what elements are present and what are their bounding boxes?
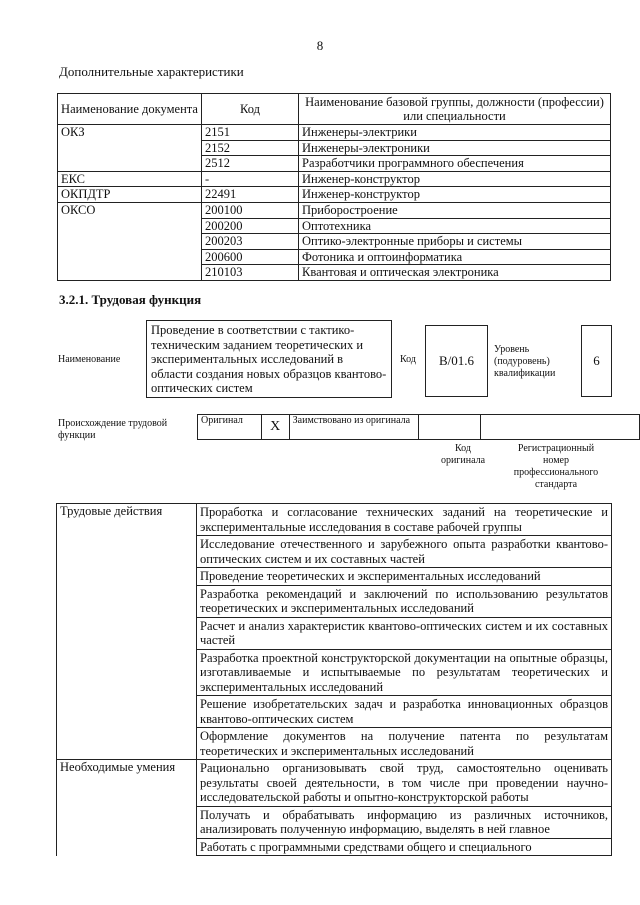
- original-mark: X: [261, 415, 289, 440]
- table-row: [57, 649, 612, 696]
- table-row: [58, 156, 611, 172]
- document-cell: [58, 249, 202, 265]
- section-title-cell: Трудовые действия: [57, 504, 197, 536]
- origin-table: [197, 414, 640, 440]
- item-cell: Проведение теоретических и экспериментальных исследований: [197, 568, 612, 586]
- reg-number-cell: [480, 415, 639, 440]
- document-cell: ОКСО: [58, 202, 202, 218]
- section-title-cell: Необходимые умения: [57, 760, 197, 807]
- name-cell: Фотоника и оптоинформатика: [299, 249, 611, 265]
- section-title-cell: [57, 568, 197, 586]
- item-cell: Разработка рекомендаций и заключений по использованию результатов теоретических и экспериментальных исследований: [197, 585, 612, 617]
- table-row: [58, 140, 611, 156]
- name-cell: Приборостроение: [299, 202, 611, 218]
- original-label: Оригинал: [198, 415, 262, 440]
- item-cell: Рационально организовывать свой труд, самостоятельно оценивать результаты своей деятельности, в том числе при проведении научно-исследовательской работы и опытно-конструкторской работы: [197, 760, 612, 807]
- table-row: [58, 187, 611, 203]
- origin-label: Происхождение трудовой функции: [58, 418, 168, 441]
- document-cell: [58, 140, 202, 156]
- extra-table-body: [58, 125, 611, 281]
- document-cell: [58, 218, 202, 234]
- code-cell: 200100: [202, 202, 299, 218]
- section-title-cell: [57, 585, 197, 617]
- table-row: [58, 234, 611, 250]
- borrowed-label: Заимствовано из оригинала: [289, 415, 418, 440]
- item-cell: Проработка и согласование технических заданий на теоретические и экспериментальные исследования в составе рабочей группы: [197, 504, 612, 536]
- labor-function-table: [56, 503, 612, 856]
- document-cell: [58, 156, 202, 172]
- name-cell: Оптико-электронные приборы и системы: [299, 234, 611, 250]
- name-cell: Разработчики программного обеспечения: [299, 156, 611, 172]
- original-code-label: Код оригинала: [440, 443, 486, 466]
- column-header: Наименование документа: [58, 94, 202, 125]
- table-row: [58, 265, 611, 281]
- code-cell: 2152: [202, 140, 299, 156]
- column-header: Наименование базовой группы, должности (профессии) или специальности: [299, 94, 611, 125]
- code-cell: 210103: [202, 265, 299, 281]
- code-cell: 200600: [202, 249, 299, 265]
- name-cell: Инженер-конструктор: [299, 171, 611, 187]
- table-row: [58, 202, 611, 218]
- table-row: [57, 806, 612, 838]
- registration-number-label: Регистрационный номер профессионального стандарта: [513, 443, 599, 490]
- code-label: Код: [400, 354, 416, 365]
- section-title-cell: [57, 728, 197, 760]
- section-title-cell: [57, 536, 197, 568]
- page-number: 8: [316, 38, 324, 53]
- table-row: [57, 838, 612, 856]
- table-row: [58, 218, 611, 234]
- item-cell: Разработка проектной конструкторской документации на опытные образцы, изготавливаемые и испытываемые по результатам теоретических и экспериментальных исследований: [197, 649, 612, 696]
- function-code-box: B/01.6: [425, 325, 488, 397]
- table-row: [57, 504, 612, 536]
- item-cell: Решение изобретательских задач и разработка инновационных образцов квантово-оптических систем: [197, 696, 612, 728]
- name-cell: Инженеры-электрики: [299, 125, 611, 141]
- code-cell: 2151: [202, 125, 299, 141]
- table-row: [58, 171, 611, 187]
- document-cell: [58, 265, 202, 281]
- table-row: [57, 585, 612, 617]
- item-cell: Исследование отечественного и зарубежного опыта разработки квантово-оптических систем и их составных частей: [197, 536, 612, 568]
- original-code-cell: [418, 415, 480, 440]
- labor-function-table-body: [57, 504, 612, 856]
- table-row: [57, 696, 612, 728]
- section-title-cell: [57, 696, 197, 728]
- document-cell: ОКЗ: [58, 125, 202, 141]
- qualification-level-box: 6: [581, 325, 612, 397]
- table-row: [57, 760, 612, 807]
- name-cell: Оптотехника: [299, 218, 611, 234]
- document-cell: [58, 234, 202, 250]
- name-label: Наименование: [58, 354, 121, 365]
- item-cell: Оформление документов на получение патента по результатам теоретических и экспериментальных исследований: [197, 728, 612, 760]
- table-row: [58, 125, 611, 141]
- item-cell: Расчет и анализ характеристик квантово-оптических систем и их составных частей: [197, 617, 612, 649]
- code-cell: 200200: [202, 218, 299, 234]
- section-heading: 3.2.1. Трудовая функция: [59, 292, 202, 307]
- qualification-level-label: Уровень (подуровень) квалификации: [494, 344, 556, 379]
- name-cell: Инженер-конструктор: [299, 187, 611, 203]
- section-title-cell: [57, 838, 197, 856]
- document-cell: ОКПДТР: [58, 187, 202, 203]
- table-row: [57, 617, 612, 649]
- section-title-cell: [57, 806, 197, 838]
- section-title-cell: [57, 649, 197, 696]
- name-cell: Инженеры-электроники: [299, 140, 611, 156]
- item-cell: Получать и обрабатывать информацию из различных источников, анализировать полученную информацию, выделять в ней главное: [197, 806, 612, 838]
- document-cell: ЕКС: [58, 171, 202, 187]
- item-cell: Работать с программными средствами общего и специального: [197, 838, 612, 856]
- table-row: [57, 728, 612, 760]
- column-header: Код: [202, 94, 299, 125]
- table-row: [58, 249, 611, 265]
- name-cell: Квантовая и оптическая электроника: [299, 265, 611, 281]
- function-name-box: Проведение в соответствии с тактико-техническим заданием теоретических и экспериментальных исследований в области создания новых образцов квантово-оптических систем: [146, 320, 392, 398]
- section-title-cell: [57, 617, 197, 649]
- code-cell: 22491: [202, 187, 299, 203]
- code-cell: 2512: [202, 156, 299, 172]
- extra-characteristics-table: [57, 93, 611, 281]
- table-row: [57, 536, 612, 568]
- code-cell: 200203: [202, 234, 299, 250]
- table-header-row: [58, 94, 611, 125]
- table-row: [57, 568, 612, 586]
- extra-characteristics-title: Дополнительные характеристики: [59, 64, 244, 79]
- code-cell: -: [202, 171, 299, 187]
